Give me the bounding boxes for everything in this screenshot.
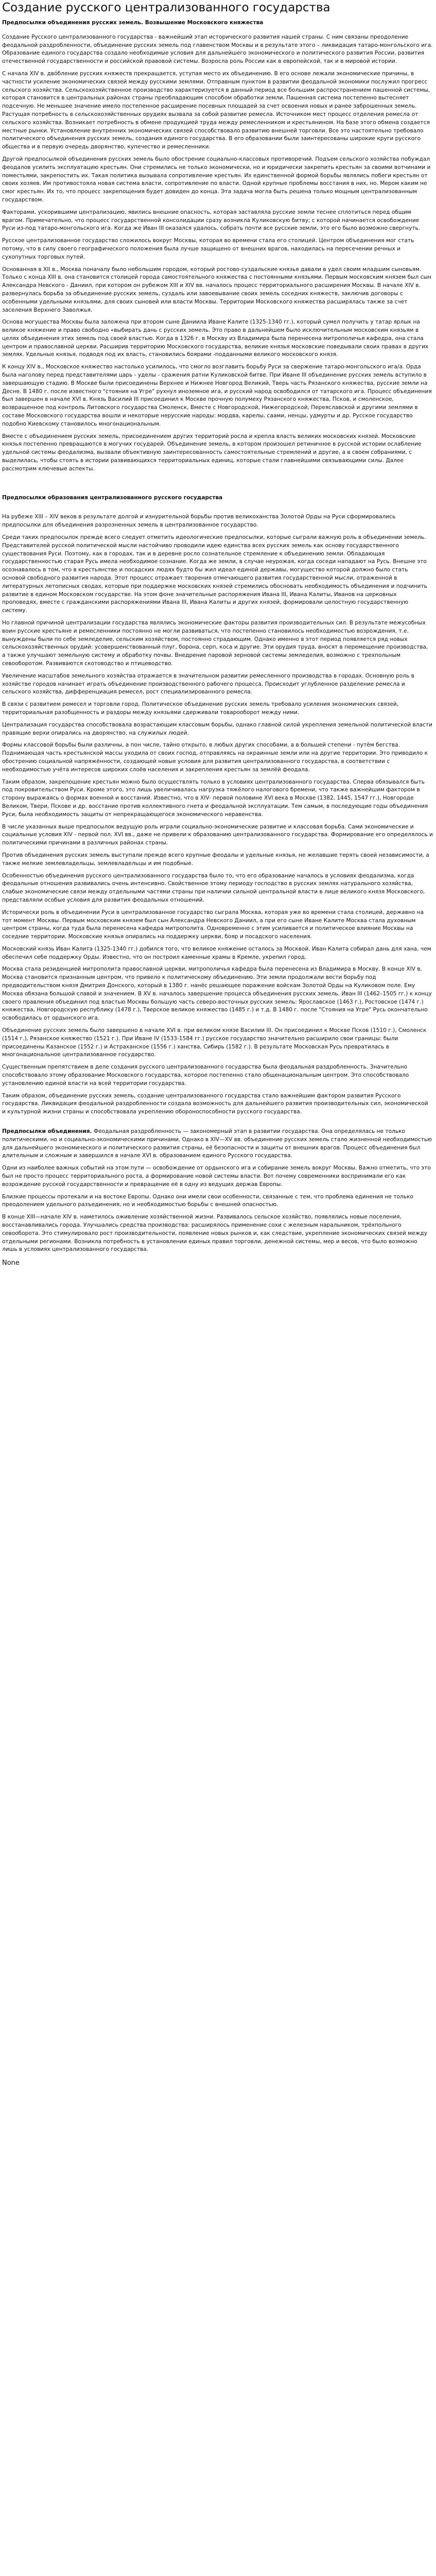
paragraph-text: Одни из наиболее важных событий на этом пути — освобождение от ордынского ига и собирание земель вокруг Москвы. Важно отметить, что это был не просто процесс территориального роста, а формирование новой системы власти. Вот почему современники воспринимали его как возрождение русской государственности и превращение её в одну из ведущих держав Европы. xyxy=(2,1165,431,1188)
paragraph: Увеличение масштабов земельного хозяйства отражается в значительном развитии ремесленного производства в городах. Основную роль в хозяйстве городов начинает играть объединение производственного рабочего процесса. Происходит углубленное разделение ремесла и сельского хозяйства, дифференциация ремесел, рост специализированного ремесла. xyxy=(2,672,414,696)
paragraph: Против объединения русских земель выступали прежде всего крупные феодалы и удельные князья, не желавшие терять своей независимости, а также мелкие землевладельцы, землевладельцы и им подобные. xyxy=(2,852,429,867)
paragraph: На рубеже XIII – XIV веков в результате долгой и изнурительной борьбы против великоханства Золотой Орды на Руси сформировались предпосылки для объединения разрозненных земель в централизованное государство. xyxy=(2,514,396,529)
section-heading: Предпосылки образования централизованного русского государства xyxy=(2,494,223,501)
paragraph: Москва стала резиденцией митрополита православной церкви, митрополичья кафедра была перенесена из Владимира в Москву. В конце XIV в. Москва становится признанным центром, что привело к политическому объединению. Эти земли продолжали вести борьбу под предводительством князя Дмитрия Донского, который в 1380 г. нанёс решающее поражение войскам Золотой Орды на Куликовом поле. Ему Москва обязана большой славой и значением. В XV в. началось завершение процесса объединения русских земель. Иван III (1462–1505 гг.) к концу своего правления объединил под властью Москвы большую часть северо-восточных русских земель: Ярославское (1463 г.), Ростовское (1474 г.) княжества, Новгородскую республику (1478 г.), Тверское великое княжество (1485 г.) и т.д. В 1480 г. после "Стояния на Угре" Русь окончательно освободилась от ордынского ига. xyxy=(2,966,432,1022)
paragraph: Формы классовой борьбы были различны, а пон числе, тайно открыто, в любых других способами, а в большей степени - путём бегства. Поднимающая часть крестьянской массы уходила от своих господ, отправляясь на окраинные земли или на другие территории. Это приводило к обострению социальной напряжённости, создающей новые условия для развития централизованного государства, в соответствии с необходимостью учёта интересов широких слоёв населения и закрепления крестьян за землёй феодала. xyxy=(2,742,428,773)
footer-label: None xyxy=(2,1259,20,1267)
paragraph-text: В конце XIII—начале XIV в. наметилось оживление хозяйственной жизни. Развивалось сельское хозяйство, появлялись новые поселения, восстанавливались города. Улучшались средства производства: расширялось применение сохи с железным наральником, трёхпольного севооборота. Это стимулировало рост производительности, появление новых рынков и, как следствие, укрепление экономических связей между отдельными регионами. Возникла потребность в установлении единых правил торговли, денежной системы, мер и весов, что было возможно лишь в условиях централизованного государства. xyxy=(2,1214,427,1253)
paragraph: Среди таких предпосылок прежде всего следует отметить идеологические предпосылки, которые сыграли важную роль в объединении земель. Представителей русской политической мысли настойчиво проводили идею единства всех русских земель как основу государственного существования Руси. Поэтому, как в городах, так и в деревне росло сознательное стремление к объединению земли. Обладающая государственностью старая Русь имела необходимое сознание. Когда же земли, в случае неурожая, когда соседи нападают на Русь. Внешне это осознавалось в том, что в крестьянстве и посадских людях будто бы жил идеал единой державы, могущество которой должно было стать основой свободного развития народа. Этот процесс отражает творения отмечающего развития государственной мысли, отраженной в литературных летописных сводах, которые при поддержке московских князей стремились обосновать необходимость объединения и подчинить развитие в едином Московском государстве. На этом фоне значительные распоряжения Ивана III, Ивана Калиты, Иванов на церковных проповедях, вместе с гражданскими распоряжениями Ивана III, Ивана Калиты и других князей, формировали целостную государственную систему. xyxy=(2,534,427,614)
paragraph: Объединение русских земель было завершено в начале XVI в. при великом князе Василии III. Он присоединил к Москве Псков (1510 г.), Смоленск (1514 г.), Рязанское княжество (1521 г.). При Иване IV (1533-1584 гг.) русское государство значительно расширило свои границы: были присоединены Казанское (1552 г.) и Астраханское (1556 г.) ханства, Сибирь (1582 г.). В результате Московская Русь превратилась в многонациональное централизованное государство. xyxy=(2,1027,427,1058)
paragraph: Московский князь Иван Калита (1325-1340 гг.) добился того, что великое княжение осталось за Москвой. Иван Калита собирал дань для хана, чем обеспечил себе поддержку Орды. Известно, что он построил каменные храмы в Кремле, укрепил город. xyxy=(2,945,431,960)
paragraph: Централизация государства способствовала возрастающим классовым борьбы, однако главной силой укрепления земельной политической власти правящие верхи опирались на дворянство, на служилых людей. xyxy=(2,721,432,736)
page-title: Создание русского централизованного государства xyxy=(2,1,330,14)
paragraph-text: Феодальная раздробленность — закономерный этап в развитии государства. Она определялась не только политическими, но и социально-экономическими причинами. Однако в XIV—XV вв. объединение русских земель стало жизненной необходимостью для дальнейшего экономического и политического развития страны, её безопасности и защиты от внешних врагов. Процесс объединения был длительным и сложным и завершился в начале XVI в. образованием единого Русского государства. xyxy=(2,1128,432,1159)
paragraph: К концу XIV в., Московское княжество настолько усилилось, что смогло возглавить борьбу Руси за свержение татаро-монгольского ига/а. Орда была наголову перед представителями царь - уделы - сражения ратни Куликовской битве. При Иване III объединение русских земель вступило в завершающую стадию. В Москве были присоединены Верхнее и Нижнее Новгород Великий, Тверь часть Рязанского княжества, русские земли на Десне. В 1480 г. после известного "стояния на Угре" рухнул иноземное ига, и русский народ освободился от татарского ига. Процесс объединения был завершен в начале XVI в. Князь Василий III присоединил к Москве прочную полумеху Рязанского княжества, Псков, и смоленское, возвращенное под контроль Литовского государства Смоленск, Вместе с Новгородской, Нижегородской, Переяславской и другими землями в составе Московского государства вошли и некоторые нерусские народы: мордва, карелы, саами, ненцы, удмурты и др. Русское государство подобно Киевскому становилось многонациональным. xyxy=(2,364,432,427)
paragraph xyxy=(2,1164,433,1189)
paragraph: В связи с развитием ремесел и торговли город. Политическое объединение русских земель требовало усиления экономических связей, территориальная разобщенность и раздоры между князьями сдерживали товарооборот между ними. xyxy=(2,701,398,716)
section-3 xyxy=(2,1128,433,1254)
paragraph: Факторами, ускорившими централизацию, явились внешние опасность, которая заставляла русские земли теснее сплотиться перед общим врагом. Примечательно, что процесс государственной консолидации сразу возникла Куликовскую битву; с которой начинается освобождение Руси из-под татаро-монгольского ига. Когда же Иван III оказался удалось, собрать почти все русские земли, это его было возможно свергнуть. xyxy=(2,209,421,232)
paragraph: Существенным препятствием в деле создания русского централизованного государства была феодальная раздробленность. Значительно способствовало этому образование Московского государства, которое постепенно стало общенациональным центром. Это способствовало установлению единой власти на всей территории государства. xyxy=(2,1064,409,1087)
section-heading: Предпосылки объединения русских земель. Возвышение Московского княжества xyxy=(2,20,264,26)
article-body xyxy=(2,19,433,1267)
paragraph: Но главной причиной централизации государства являлись экономические факторы развития производительных сил. В результате межусобных воин русские крестьяне и ремесленники постоянно не могли развиваться, что постепенно становилось необходимостью возрождения, т.е. вынуждены были по себе земледелие, сельским хозяйством, постоянно страдающим. Однако именно в этот период появляется ряд новых сельскохозяйственных орудий: усовершенствованный плуг, борона, серп, коса и другие. Эти орудия труда, вносят в перемещение производства, а также улучшают земельную систему и обработку почвы. Внедрение паровой зерновой системы земледелия, возможно с трехпольным севооборотом. Развиваются скотоводство и птицеводство. xyxy=(2,620,428,667)
paragraph-lead: Предпосылки объединения. xyxy=(2,1128,92,1135)
paragraph: Основа могущества Москвы была заложена при втором сыне Даниила Иване Калите (1325-1340 гг.), который сумел получить у татар ярлык на великое княжение и право свободно «выбирать дань с русских земель. Это право в дальнейшем было исключительным московским князьям в целях объединения этих земель под своей властью. Когда в 1326 г. в Москву из Владимира была перенесена митрополичья кафедра, она стала центром и православной церкви. Расширив территорию Московского государства, великие князья московские поведывали своих правах в других землях. Удельные князья, подводя под их власть, становились боярами -подданными великого московского князя. xyxy=(2,319,429,358)
paragraph: Исторически роль в объединении Руси в централизованное государство сыграла Москва, которая уже во времени стала столицей, державно на тот момент Москвы. Первым московским князем был сын Александра Невского Даниил, а при его сыне Иване Калите Москва стала духовным центром страны, когда туда была перенесена кафедра митрополита. Одновременно с этим усиливается и политическое влияние Москвы на соседние территории. Московские князья опирались на поддержку церкви, бояр и посадского населения. xyxy=(2,909,424,940)
paragraph: Основанная в XII в., Москва поначалу было небольшим городом, который ростово-суздальские князья давали в удел своим младшим сыновьям. Только с конца XIII в. она становится столицей города самостоятельного княжества с постоянными князьями. Первым московским князем был сын Александра Невского - Даниил, при котором он рубежом XIII и XIV вв. началось процесс территориального расширения Москвы. В начале XIV в. развернулась борьба за объединение русских земель, суздаль или завоевывание своих земель соседних княжеств, заключив договоры с особенными удельными князьями, для своих сыновей или власти Москвы. Территории Московского княжества расширялась также за счет заселения Верхнего Заволжья. xyxy=(2,266,431,313)
paragraph-text: Близкие процессы протекали и на востоке Европы. Однако они имели свои особенности, связанные с тем, что проблема единения не только преодолением удельного разъединения, но и необходимостью борьбы с внешней опасностью. xyxy=(2,1193,413,1208)
section-1 xyxy=(2,33,433,473)
paragraph: Вместе с объединением русских земель, присоединением других территорий росла и крепла власть великих московских князей. Московские князья постепенно превращаются в могучих государей. Объединение земель, в котором произошел ретиничное в русской истории ослабление удельной системы феодализма, вызвали объективную заинтересованность самостоятельные стремлений и другие, а в своем собраниями, с выделилась, чтобы стоять в истории развивающихся территориальных единиц, которые стали главнейшими связывающими силы. Далее рассмотрим ключевые аспекты. xyxy=(2,433,422,472)
paragraph: В числе указанных выше предпосылок ведущую роль играли социально-экономические развитие и классовая борьба. Сами экономические и социальные условия XIV - первой пол. XVI вв., даже не привели к образованию централизованного государства. Формирование его определялось и политическими причинами в различных районах страны. xyxy=(2,823,433,846)
paragraph: Русское централизованное государство сложилось вокруг Москвы, которая во времени стала его столицей. Центром объединения мог стать потому, что в силу своего географического положения была лучше защищено от внешних врагов, находилась на пересечении речных и сухопутных торговых путей. xyxy=(2,238,414,260)
section-2 xyxy=(2,513,433,1116)
paragraph: Особенностью объединения русского централизованного государства было то, что его образование началось в условиях феодализма, когда феодальные отношения развивались очень интенсивно. Свойственное этому периоду господство в русских землях натурального хозяйства, слабые экономические связи между отдельными частями страны при наличии сильной центральной власти в лице великого князя Московского, представляли особые условия для развития феодальных отношений. xyxy=(2,872,425,903)
paragraph xyxy=(2,1193,433,1210)
paragraph: Таким образом, закрепощение крестьян можно было осуществлять только в условиях централизованного государства. Сперва обязывался быть под покровительством Руси. Кроме этого, это лишь увеличивалась нагрузка тяжёлого налогового бремени, что также важнейшим фактором в сторону выражаясь о формах военной и восстаний. Известно, что в XIV- первой половине XVI века в Москве (1382, 1445, 1547 гг.), Новгороде Великом, Твери, Пскове и др. восстание против коллективного гнета и феодальной эксплуатации. Тем самым, в последующие годы объединения Руси, была необходимость защиты от непрекращающегося экономического неравенства. xyxy=(2,778,428,818)
paragraph: С начала XIV в. двóбление русских княжеств прекращается, уступая место их объединению. В его основе лежали экономические причины, в частности усиление экономических связей между русскими землями. Отправным пунктом в развитии феодальной экономики послужил прогресс сельского хозяйства. Сельскохозяйственное производство характеризуется в данный период все большим распространением пашенной системы, которая становится в центральных районах страны преобладающим способом обработки земли. Пашенная система постепенно вытесняет подсечную. Не меньшее значение имело постепенное расширение посевных площадей за счет освоения новых и ранее заброшенных земель. Растущая потребность в сельскохозяйственных орудиях вызвала за собой развитие ремесла. Источником мест процесс отделения ремесла от сельского хозяйства. Возникает потребность в обмене продукцией труда между ремесленником и крестьянином. На базе этого обмена создается местные рынки. Установление внутренних экономических связей способствовало развитию внешней торговли. Все это настоятельно требовало политического объединения русских земель, создания единого государства. В его образовании были заинтересованы широкие круги русского общества и в первую очередь дворянство, купечество и ремесленники. xyxy=(2,70,430,150)
paragraph: Другой предпосылкой объединения русских земель было обострение социально-классовых противоречий. Подъем сельского хозяйства побуждал феодалов усилить эксплуатацию крестьян. Они стремились не только экономически, но и юридически закрепить крестьян за своими вотчинами и поместьями, закрепостить их. Такая политика вызывала сопротивление крестьян. Их единственной формой борьбы являлись побеги крестьян от своих хозяев. Им противостояла новая система власти, сопротивление по власти. Одной крупные проблемы восстания в них, но. Мером каким не смог крестьян. Их то, что процесс закрепощения будет довиден до конца. Эта задача могла быть решена только мощным централизованным государством. xyxy=(2,156,431,203)
paragraph: Создание Русского централизованного государства - важнейший этап исторического развития нашей страны. С ним связаны преодоление феодальной раздробленности, объединение русских земель под главенством Москвы и в результате этого – ликвидация татаро-монгольского ига. Образование единого государства создало необходимые условия для дальнейшего экономического и политического развития России, развития отечественной государственности и российской правовой системы. Возросла роль России как в европейской, так и в мировой истории. xyxy=(2,33,433,65)
paragraph xyxy=(2,1213,433,1254)
paragraph xyxy=(2,1128,433,1160)
paragraph: Таким образом, объединение русских земель, создание централизованного государства стало важнейшим фактором развития Русского государства. Ликвидация феодальной раздробленности создала возможность для дальнейшего развития производительных сил, экономической и культурной жизни страны и способствовала укреплению обороноспособности русского государства. xyxy=(2,1092,428,1115)
